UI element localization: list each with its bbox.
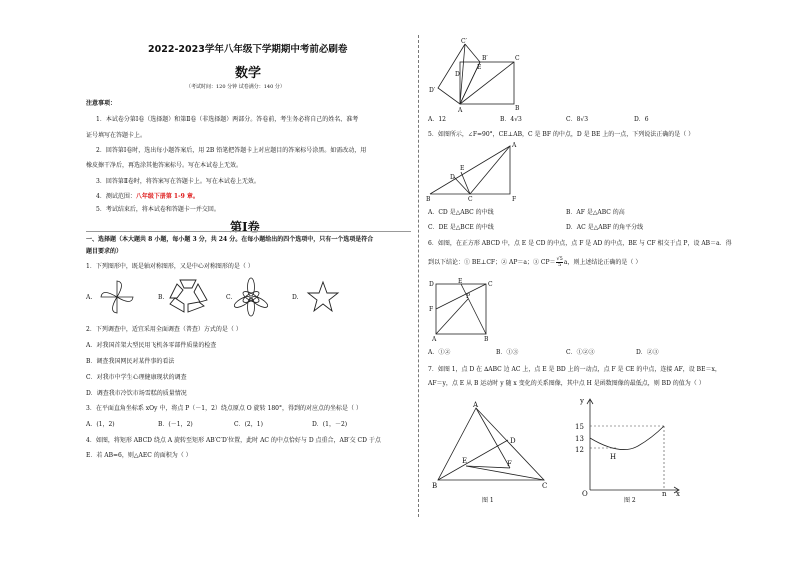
q7-fig2-label-n: n [662, 490, 667, 498]
q1-stem: 1．下列图形中，既是轴对称图形，又是中心对称图形的是（ ） [86, 263, 254, 270]
exam-info: （考试时间：120 分钟 试卷满分：140 分） [186, 84, 285, 90]
section-intro-2: 题目要求的） [86, 248, 123, 255]
note-1b: 证号填写在答题卡上。 [86, 132, 147, 139]
q3-opt-b: B．(－1，2) [158, 421, 193, 428]
flower-figure [232, 278, 270, 316]
q5-opt-a: A．CD 是△ABC 的中线 [428, 209, 494, 216]
recycle-figure [166, 276, 210, 316]
q4-opt-a: A．12 [428, 116, 446, 123]
q5-opt-d: D．AC 是△ABF 的角平分线 [566, 224, 644, 231]
q5-label-c: C [468, 196, 473, 203]
q7-figure-1 [430, 400, 550, 490]
q7-stem-1: 7．如图 1，点 D 在 ∆ABC 边 AC 上，点 E 是 BD 上的一动点，点 F 是 CE 的中点，连接 AF，设 BE＝x， [428, 366, 721, 373]
q7-fig1-caption: 图 1 [482, 497, 494, 504]
q3-opt-a: A．(1，2) [86, 421, 115, 428]
q7-fig1-label-c: C [542, 482, 548, 490]
q1-opt-b: B. [158, 294, 165, 301]
q2-stem: 2．下列调查中，适宜采用全面调查（普查）方式的是（ ） [86, 326, 242, 333]
section-heading: 第Ⅰ卷 [230, 220, 260, 234]
section-intro-1: 一、选择题（本大题共 8 小题，每小题 3 分，共 24 分。在每小题给出的四个选项中，只有一个选项是符合 [86, 236, 374, 243]
q4-stem-1: 4．如图，将矩形 ABCD 绕点 A 旋转至矩形 AB′C′D′位置，此时 AC 的中点恰好与 D 点重合，AB′交 CD 于点 [86, 437, 381, 444]
star-figure [306, 280, 340, 314]
q2-opt-b: B．调查我国网民对某件事的看法 [86, 358, 175, 365]
q6-label-c: C [488, 281, 493, 288]
q2-opt-a: A．对我国首架大型民用飞机各零部件质量的检查 [86, 342, 217, 349]
q6-label-a: A [432, 336, 437, 343]
note-4 [96, 193, 199, 201]
q6-label-p: P [466, 293, 471, 300]
q4-label-c: C [515, 55, 520, 62]
q4-label-b: B [515, 105, 520, 112]
q6-opt-a: A．①② [428, 349, 451, 356]
q6-fraction-num: √5 [556, 256, 563, 262]
q5-label-e: E [460, 165, 465, 172]
q6-figure [426, 278, 496, 343]
section-rule [86, 231, 411, 232]
q1-opt-d: D. [292, 294, 299, 301]
note-1a: 1．本试卷分第Ⅰ卷（选择题）和第Ⅱ卷（非选择题）两部分。答卷前，考生务必将自己的姓名、准考 [96, 116, 359, 123]
note-2a: 2．回答第Ⅰ卷时，选出每小题答案后，用 2B 铅笔把答题卡上对应题目的答案标号涂黑。如需改动，用 [96, 147, 367, 154]
note-4-label: 4．测试范围： [96, 193, 136, 200]
q4-label-e: E [477, 64, 482, 71]
q1-opt-a: A. [86, 294, 93, 301]
q3-opt-c: C．(2，1) [234, 421, 263, 428]
q6-stem-2-tail: a，则上述结论正确的是（ ） [563, 259, 642, 266]
q7-stem-2: AF＝y，点 E 从 B 运动时 y 随 x 变化的关系图像，其中点 H 是函数图像的最低点，则 BD 的值为（ ） [428, 380, 705, 387]
q5-opt-c: C．DE 是△BCE 的中线 [428, 224, 494, 231]
q6-label-f: F [429, 306, 434, 313]
q7-fig1-label-e: E [462, 457, 468, 465]
q7-fig2-label-h: H [610, 453, 617, 461]
q6-label-d: D [429, 281, 434, 288]
q7-fig2-caption: 图 2 [624, 497, 636, 504]
q6-stem-2-head: 到以下结论：① BE⊥CF；② AP＝a；③ CP＝ [428, 259, 556, 266]
note-3: 3．回答第Ⅱ卷时，将答案写在答题卡上。写在本试卷上无效。 [96, 178, 260, 185]
subject-title: 数学 [235, 66, 262, 81]
q7-fig1-label-f: F [507, 460, 512, 468]
q6-opt-d: D．②③ [636, 349, 659, 356]
q4-stem-2: E．若 AB=6，则△AEC 的面积为（ ） [86, 452, 192, 459]
column-divider [418, 35, 419, 517]
q7-fig2-label-13: 13 [575, 435, 584, 443]
q6-opt-b: B．①③ [496, 349, 519, 356]
q4-opt-d: D．6 [634, 116, 649, 123]
exam-title: 2022-2023学年八年级下学期期中考前必刷卷 [148, 44, 348, 55]
q7-fig1-label-a: A [473, 401, 479, 409]
q1-opt-c: C. [226, 294, 233, 301]
q5-label-d: D [450, 174, 455, 181]
q2-opt-c: C．对我市中学生心理健康现状的调查 [86, 374, 187, 381]
q6-opt-c: C．①②③ [566, 349, 595, 356]
q6-fraction [556, 257, 562, 268]
q7-figure-2 [570, 396, 685, 496]
notes-heading: 注意事项： [86, 100, 117, 107]
q7-fig2-label-x: x [676, 490, 680, 498]
note-2b: 橡皮擦干净后，再选涂其他答案标号。写在本试卷上无效。 [86, 162, 243, 169]
q4-label-d-prime: D′ [429, 87, 436, 94]
q7-fig2-label-o: O [582, 490, 588, 498]
q4-opt-c: C．8√3 [566, 116, 589, 123]
q5-opt-b: B．AF 是△ABC 的高 [566, 209, 625, 216]
q5-label-f: F [512, 196, 517, 203]
q7-fig1-label-d: D [510, 437, 516, 445]
test-scope: 八年级下册第 1-9 章。 [135, 193, 199, 200]
q6-label-b: B [484, 336, 489, 343]
q5-stem: 5．如图所示，∠F=90°，CE⊥AB，C 是 BF 的中点，D 是 BE 上的一点，下列说法正确的是（ ） [428, 131, 695, 138]
q6-stem-2 [428, 257, 641, 268]
q7-fig2-label-15: 15 [575, 423, 584, 431]
q4-label-c-prime: C′ [461, 38, 467, 45]
q7-fig1-label-b: B [432, 482, 438, 490]
pinwheel-figure [98, 278, 136, 316]
q7-fig2-label-12: 12 [575, 446, 584, 454]
q4-opt-b: B．4√3 [500, 116, 522, 123]
note-5: 5．考试结束后，将本试卷和答题卡一并交回。 [96, 206, 220, 213]
q4-label-b-prime: B′ [482, 55, 488, 62]
q4-label-d: D [455, 71, 460, 78]
q5-figure [426, 142, 522, 202]
q7-fig2-label-y: y [580, 397, 584, 405]
q2-opt-d: D．调查我市冷饮市场雪糕的质量情况 [86, 390, 187, 397]
q4-figure [428, 38, 523, 113]
q6-label-e: E [458, 278, 463, 285]
q6-stem-1: 6．如图，在正方形 ABCD 中，点 E 是 CD 的中点，点 F 是 AD 的中点，BE 与 CF 相交于点 P，设 AB＝a．得 [428, 240, 732, 247]
q6-fraction-den: 5 [558, 262, 562, 268]
q5-label-a: A [512, 142, 517, 149]
q5-label-b: B [426, 196, 431, 203]
q3-opt-d: D．(1，－2) [312, 421, 348, 428]
q3-stem: 3．在平面直角坐标系 xOy 中，将点 P（－1，2）绕点原点 O 旋转 180°，得到的对应点的坐标是（ ） [86, 405, 362, 412]
q4-label-a: A [458, 107, 463, 114]
